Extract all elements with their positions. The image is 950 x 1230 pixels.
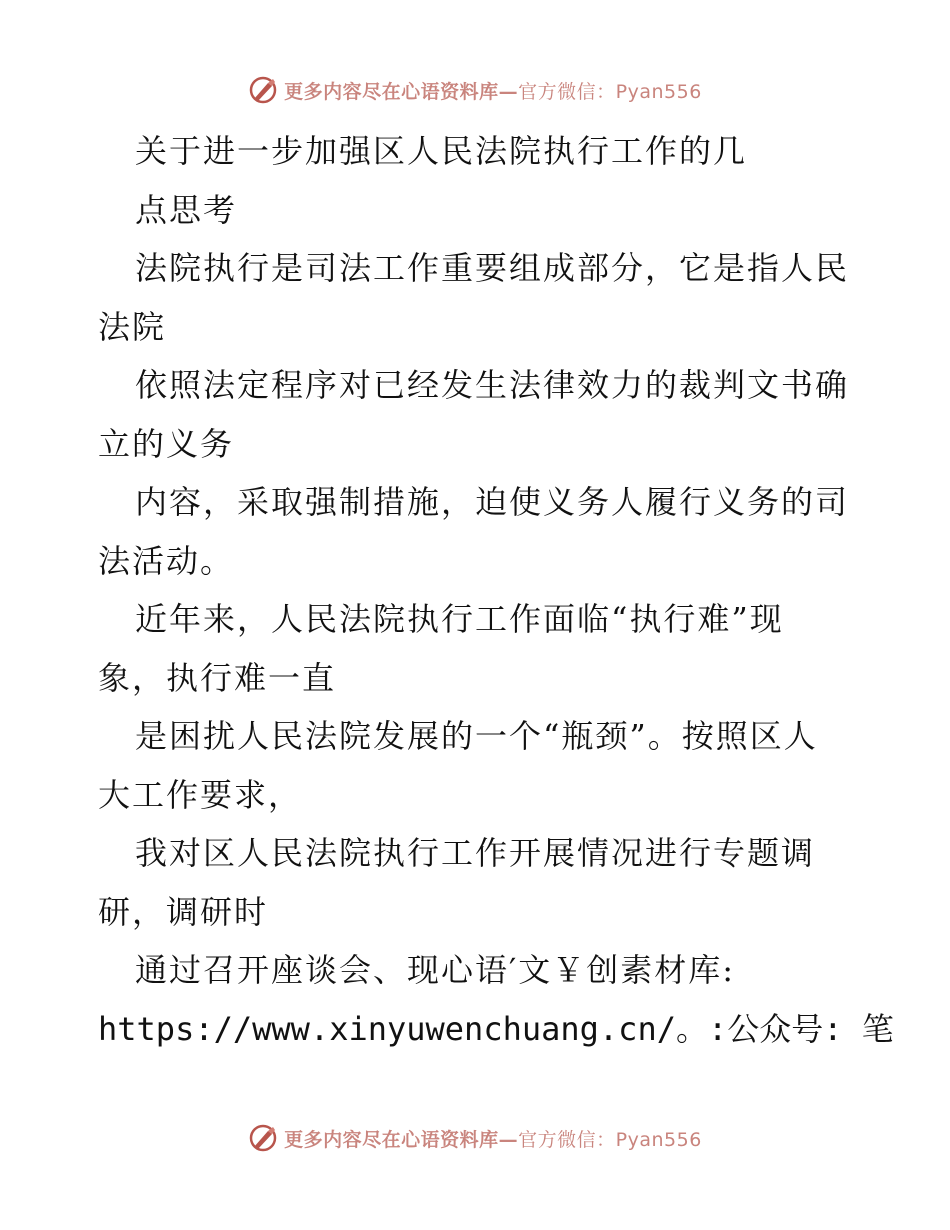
paragraph-line: 我对区人民法院执行工作开展情况进行专题调 bbox=[135, 834, 816, 872]
url-line: https://www.xinyuwenchuang.cn/。:公众号: 笔 bbox=[98, 1009, 894, 1048]
footer-banner-separator: — bbox=[498, 1128, 519, 1151]
title-line-2: 点思考 bbox=[135, 190, 238, 229]
paragraph-line: 法院执行是司法工作重要组成部分，它是指人民 bbox=[135, 249, 850, 287]
header-banner-title: 更多内容尽在心语资料库 bbox=[284, 80, 499, 103]
paragraph-line: 是困扰人民法院发展的一个“瓶颈”。按照区人 bbox=[135, 717, 818, 755]
title-line-1: 关于进一步加强区人民法院执行工作的几 bbox=[135, 132, 748, 170]
paragraph-line: 法院 bbox=[98, 307, 167, 346]
header-banner-wechat: 官方微信：Pyan556 bbox=[518, 80, 702, 103]
document-body bbox=[98, 122, 894, 1058]
paragraph-line: 通过召开座谈会、现心语′文￥创素材库: bbox=[135, 951, 736, 989]
paragraph-line: 研，调研时 bbox=[98, 892, 269, 931]
paragraph-line: 内容，采取强制措施，迫使义务人履行义务的司 bbox=[135, 483, 850, 521]
paragraph-line: 法活动。 bbox=[98, 541, 235, 580]
pen-logo-icon bbox=[248, 1123, 278, 1153]
paragraph-line: 近年来，人民法院执行工作面临“执行难”现 bbox=[135, 600, 784, 638]
paragraph-line: 依照法定程序对已经发生法律效力的裁判文书确 bbox=[135, 366, 850, 404]
footer-banner-wechat: 官方微信：Pyan556 bbox=[518, 1128, 702, 1151]
header-banner-separator: — bbox=[498, 80, 519, 103]
header-banner bbox=[0, 70, 950, 110]
footer-banner-text bbox=[284, 1125, 702, 1152]
footer-banner-title: 更多内容尽在心语资料库 bbox=[284, 1128, 499, 1151]
paragraph-line: 象，执行难一直 bbox=[98, 658, 337, 697]
paragraph-line: 大工作要求， bbox=[98, 775, 303, 814]
pen-logo-icon bbox=[248, 75, 278, 105]
header-banner-text bbox=[284, 77, 702, 104]
footer-banner bbox=[0, 1118, 950, 1158]
paragraph-line: 立的义务 bbox=[98, 424, 235, 463]
